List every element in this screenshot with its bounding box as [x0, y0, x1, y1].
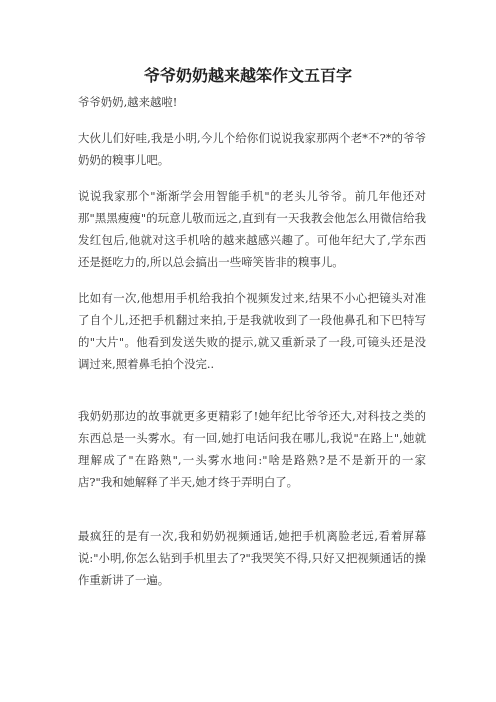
document-title: 爷爷奶奶越来越笨作文五百字 — [143, 66, 352, 85]
paragraph-intro: 爷爷奶奶,越来越啦! — [78, 95, 178, 109]
paragraph-grandpa-video: 比如有一次,他想用手机给我拍个视频发过来,结果不小心把镜头对准了自个儿,还把手机翻过来拍,于是我就收到了一段他鼻孔和下巴特写的"大片"。他看到发送失败的提示,就又重新录了一段,可镜头还是没调过来,照着鼻毛拍个没完.. — [78, 291, 426, 371]
paragraph-grandma-call: 我奶奶那边的故事就更多更精彩了!她年纪比爷爷还大,对科技之类的东西总是一头雾水。有一回,她打电话问我在哪儿,我说"在路上",她就理解成了"在路熟",一头雾水地问:"啥是路熟?是不是新开的一家店?"我和她解释了半天,她才终于弄明白了。 — [78, 409, 426, 489]
paragraph-grandpa-phone: 说说我家那个"渐渐学会用智能手机"的老头儿爷爷。前几年他还对那"黑黑瘦瘦"的玩意儿敬而远之,直到有一天我教会他怎么用微信给我发红包后,他就对这手机啥的越来越感兴趣了。可他年纪大了,学东西还是挺吃力的,所以总会搞出一些啼笑皆非的糗事儿。 — [78, 189, 426, 269]
paragraph-greeting: 大伙儿们好哇,我是小明,今儿个给你们说说我家那两个老*不?*的爷爷奶奶的糗事儿吧。 — [78, 131, 426, 167]
paragraph-grandma-video: 最疯狂的是有一次,我和奶奶视频通话,她把手机离脸老远,看着屏幕说:"小明,你怎么钻到手机里去了?"我哭笑不得,只好又把视频通话的操作重新讲了一遍。 — [78, 529, 426, 587]
